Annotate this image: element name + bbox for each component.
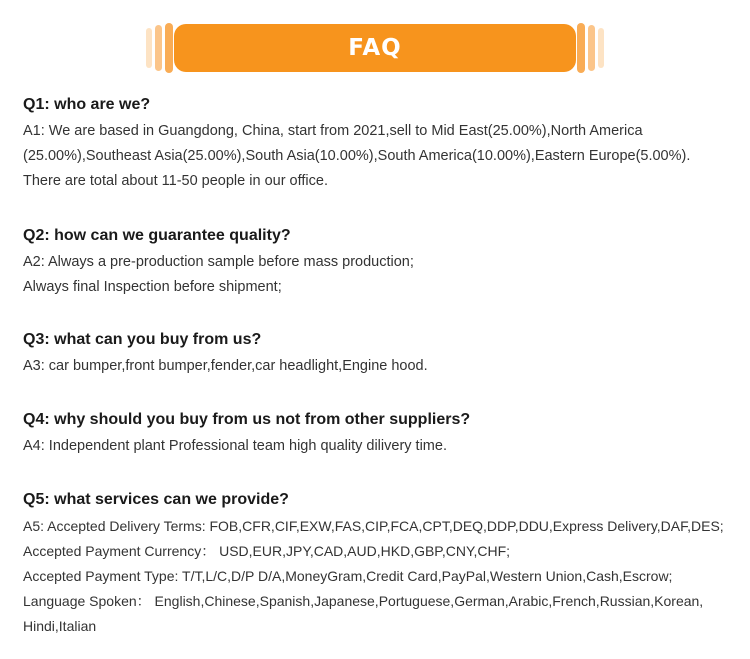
faq-answer-line: There are total about 11-50 people in our office. bbox=[23, 173, 328, 189]
faq-answer bbox=[23, 354, 745, 379]
faq-answer bbox=[23, 119, 745, 194]
faq-answer-line: (25.00%),Southeast Asia(25.00%),South Asia(10.00%),South America(10.00%),Eastern Europe(5.00%). bbox=[23, 148, 691, 164]
faq-question: Q4: why should you buy from us not from other suppliers? bbox=[23, 411, 471, 428]
faq-answer-line: Language Spoken： English,Chinese,Spanish,Japanese,Portuguese,German,Arabic,French,Russian,Korean, bbox=[23, 593, 704, 609]
faq-item-1 bbox=[23, 94, 745, 194]
faq-answer-line: A3: car bumper,front bumper,fender,car headlight,Engine hood. bbox=[23, 358, 428, 374]
faq-item-5 bbox=[23, 489, 745, 639]
faq-answer-line: A5: Accepted Delivery Terms: FOB,CFR,CIF,EXW,FAS,CIP,FCA,CPT,DEQ,DDP,DDU,Express Delivery,DAF,DES; bbox=[23, 518, 724, 534]
faq-banner bbox=[144, 22, 606, 74]
faq-answer-line: Always final Inspection before shipment; bbox=[23, 279, 282, 295]
faq-answer-line: A4: Independent plant Professional team high quality dilivery time. bbox=[23, 438, 447, 454]
faq-question: Q3: what can you buy from us? bbox=[23, 331, 262, 348]
faq-question: Q1: who are we? bbox=[23, 96, 151, 113]
faq-answer bbox=[23, 434, 745, 459]
faq-question: Q5: what services can we provide? bbox=[23, 491, 289, 508]
page-title: FAQ bbox=[348, 35, 402, 61]
faq-answer-line: A1: We are based in Guangdong, China, start from 2021,sell to Mid East(25.00%),North America bbox=[23, 123, 643, 139]
faq-answer bbox=[23, 250, 745, 300]
faq-answer-line: Hindi,Italian bbox=[23, 618, 97, 634]
faq-item-3 bbox=[23, 329, 745, 379]
faq-item-2 bbox=[23, 225, 745, 300]
faq-answer-line: Accepted Payment Type: T/T,L/C,D/P D/A,MoneyGram,Credit Card,PayPal,Western Union,Cash,Escrow; bbox=[23, 568, 673, 584]
faq-answer-line: A2: Always a pre-production sample before mass production; bbox=[23, 254, 414, 270]
faq-answer bbox=[23, 514, 745, 639]
faq-item-4 bbox=[23, 409, 745, 459]
faq-question: Q2: how can we guarantee quality? bbox=[23, 227, 291, 244]
faq-answer-line: Accepted Payment Currency： USD,EUR,JPY,CAD,AUD,HKD,GBP,CNY,CHF; bbox=[23, 543, 511, 559]
